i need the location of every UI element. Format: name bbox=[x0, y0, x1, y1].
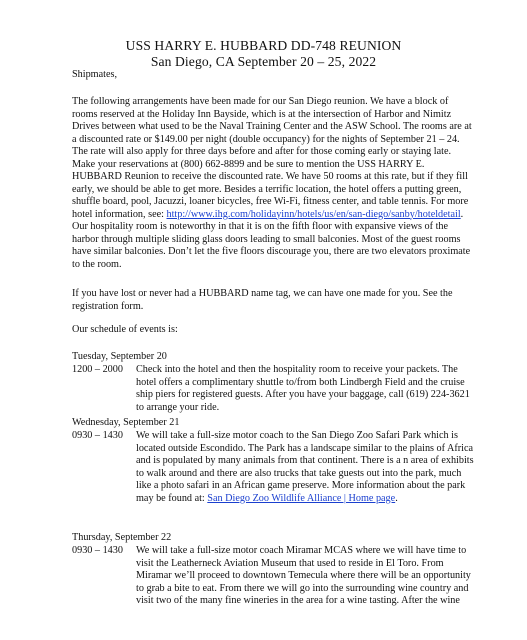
hotel-paragraph bbox=[72, 96, 472, 271]
schedule-intro: Our schedule of events is: bbox=[72, 324, 178, 335]
event-time: 0930 – 1430 bbox=[72, 430, 123, 441]
reunion-location-dates: San Diego, CA September 20 – 25, 2022 bbox=[150, 54, 377, 69]
reunion-title: USS HARRY E. HUBBARD DD-748 REUNION bbox=[125, 38, 402, 53]
event-description-end: . bbox=[395, 492, 398, 504]
document-title bbox=[0, 38, 527, 70]
zoo-website-link[interactable]: San Diego Zoo Wildlife Alliance | Home page bbox=[207, 492, 396, 504]
schedule-day-heading: Thursday, September 22 bbox=[72, 532, 172, 543]
hotel-info-link[interactable]: http://www.ihg.com/holidayinn/hotels/us/en/san-diego/sanby/hoteldetail bbox=[166, 208, 461, 220]
event-time: 0930 – 1430 bbox=[72, 545, 123, 556]
event-time: 1200 – 2000 bbox=[72, 364, 123, 375]
hotel-paragraph-text-cont: . Our hospitality room is noteworthy in that it is on the fifth floor with expansive views of the harbor through multiple sliding glass doors leading to small balconies. Most of the guest rooms have similar balconies. Don’t let the five floors discourage you, there are two elevators proximate to the room. bbox=[72, 208, 471, 270]
salutation: Shipmates, bbox=[72, 69, 117, 80]
event-description-text: We will take a full-size motor coach to the San Diego Zoo Safari Park which is located outside Escondido. The Park has a landscape similar to the plains of Africa and is populated by many animals from that continent. There is a n area of exhibits to walk around and there are also trucks that take guests out into the park, much like a photo safari in an African game preserve. More information about the park may be found at: bbox=[136, 430, 474, 504]
name-tag-paragraph: If you have lost or never had a HUBBARD name tag, we can have one made for you. See the registration form. bbox=[72, 288, 453, 312]
event-description bbox=[136, 430, 478, 505]
hotel-paragraph-text: The following arrangements have been made for our San Diego reunion. We have a block of rooms reserved at the Holiday Inn Bayside, which is at the intersection of Harbor and Nimitz Drives between what used to be the Naval Training Center and the ASW School. The rooms are at a discounted rate or $149.00 per night (double occupancy) for the nights of September 21 – 24. The rate will also apply for three days before and after for those coming early or staying late. Make your reservations at (800) 662-8899 and be sure to mention the USS HARRY E. HUBBARD Reunion to receive the discounted rate. We have 50 rooms at this rate, but if they fill early, we should be able to get more. Besides a terrific location, the hotel offers a putting green, shuffle board, pool, Jacuzzi, loaner bicycles, free Wi-Fi, fitness center, and table tennis. For more hotel information, see: bbox=[72, 96, 472, 220]
schedule-day-heading: Tuesday, September 20 bbox=[72, 351, 167, 362]
schedule-day-heading: Wednesday, September 21 bbox=[72, 417, 180, 428]
event-description: We will take a full-size motor coach Miramar MCAS where we will have time to visit the Leatherneck Aviation Museum that used to reside in El Toro. From Miramar we’ll proceed to downtown Temecula where there will be an opportunity to grab a bite to eat. From there we will go into the surrounding wine country and visit two of the many fine wineries in the area for a wine tasting. After the wine bbox=[136, 545, 471, 606]
event-description: Check into the hotel and then the hospitality room to receive your packets. The hotel offers a complimentary shuttle to/from both Lindbergh Field and the cruise ship piers for registered guests. After you have your baggage, call (619) 224-3621 to arrange your ride. bbox=[136, 364, 470, 413]
